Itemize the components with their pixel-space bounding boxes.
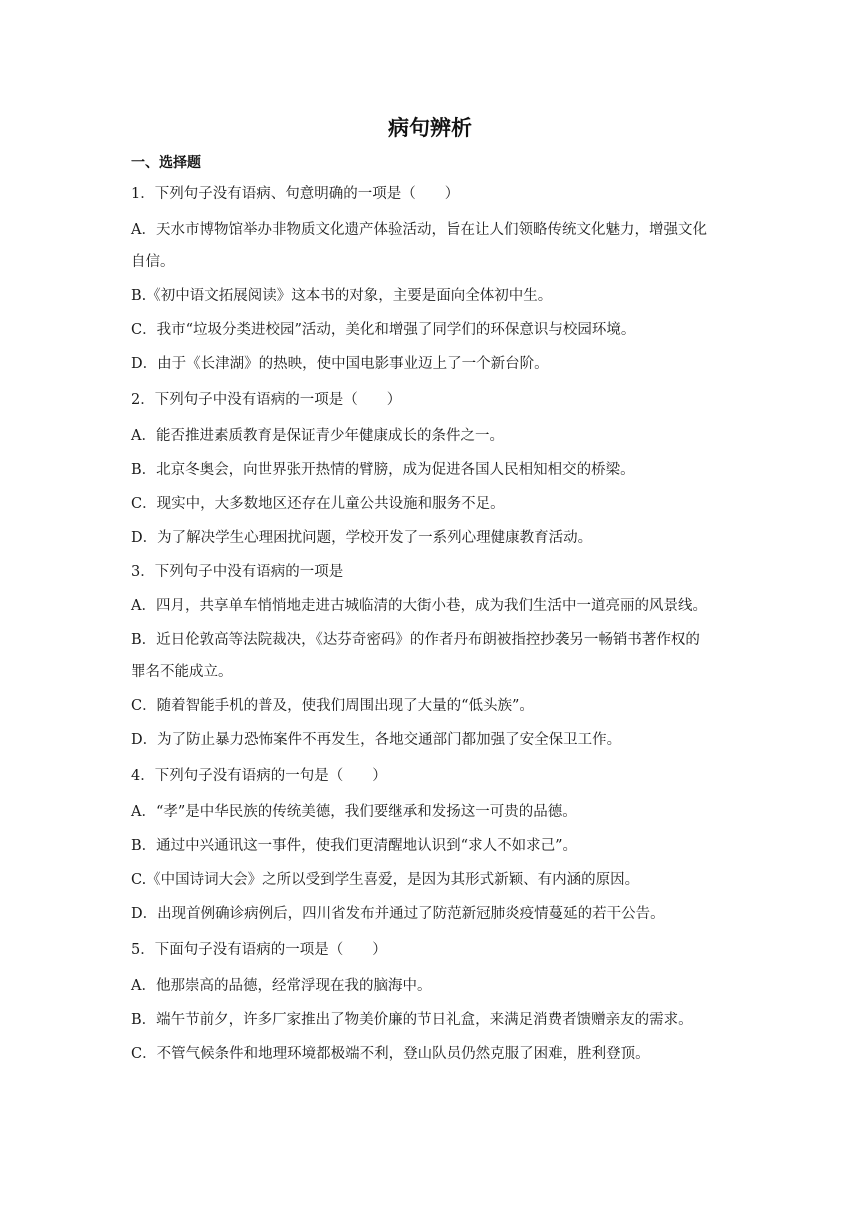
option-c: C．我市“垃圾分类进校园”活动，美化和增强了同学们的环保意识与校园环境。: [131, 322, 636, 338]
option-d: D．由于《长津湖》的热映，使中国电影事业迈上了一个新台阶。: [131, 356, 549, 372]
option-d: D．出现首例确诊病例后，四川省发布并通过了防范新冠肺炎疫情蔓延的若干公告。: [131, 906, 665, 922]
question-4: [131, 768, 736, 923]
option-a: A．四月，共享单车悄悄地走进古城临清的大街小巷，成为我们生活中一道亮丽的风景线。: [131, 598, 707, 614]
option-d: D．为了解决学生心理困扰问题，学校开发了一系列心理健康教育活动。: [131, 530, 593, 546]
option-a: A．“孝”是中华民族的传统美德，我们要继承和发扬这一可贵的品德。: [131, 804, 577, 820]
option-b: B．通过中兴通讯这一事件，使我们更清醒地认识到“求人不如求己”。: [131, 838, 577, 854]
section-heading: 一、选择题: [131, 155, 201, 171]
option-c: C．随着智能手机的普及，使我们周围出现了大量的“低头族”。: [131, 698, 534, 714]
option-b: B．北京冬奥会，向世界张开热情的臂膀，成为促进各国人民相知相交的桥梁。: [131, 462, 635, 478]
option-a-continued: 自信。: [131, 254, 175, 270]
option-c: C.《中国诗词大会》之所以受到学生喜爱，是因为其形式新颖、有内涵的原因。: [131, 872, 640, 888]
option-b: B.《初中语文拓展阅读》这本书的对象，主要是面向全体初中生。: [131, 288, 553, 304]
question-5: [131, 942, 736, 1063]
option-a: A．能否推进素质教育是保证青少年健康成长的条件之一。: [131, 428, 504, 444]
page-title: 病句辨析: [388, 116, 472, 140]
option-c: C．不管气候条件和地理环境都极端不利，登山队员仍然克服了困难，胜利登顶。: [131, 1046, 650, 1062]
option-d: D．为了防止暴力恐怖案件不再发生，各地交通部门都加强了安全保卫工作。: [131, 732, 622, 748]
question-stem: 5．下面句子没有语病的一项是（ ）: [131, 942, 387, 958]
question-stem: 4．下列句子没有语病的一句是（ ）: [131, 768, 387, 784]
option-b: B．端午节前夕，许多厂家推出了物美价廉的节日礼盒，来满足消费者馈赠亲友的需求。: [131, 1012, 693, 1028]
question-stem: 2．下列句子中没有语病的一项是（ ）: [131, 392, 402, 408]
option-a: A．他那崇高的品德，经常浮现在我的脑海中。: [131, 978, 432, 994]
option-b-continued: 罪名不能成立。: [131, 664, 233, 680]
question-stem: 3．下列句子中没有语病的一项是: [131, 564, 344, 580]
question-2: [131, 392, 736, 547]
option-c: C．现实中，大多数地区还存在儿童公共设施和服务不足。: [131, 496, 505, 512]
question-3: [131, 564, 736, 749]
option-a: A．天水市博物馆举办非物质文化遗产体验活动，旨在让人们领略传统文化魅力，增强文化: [131, 222, 707, 238]
question-list: [131, 186, 736, 1080]
option-b: B．近日伦敦高等法院裁决，《达芬奇密码》的作者丹布朗被指控抄袭另一畅销书著作权的: [131, 632, 700, 648]
question-1: [131, 186, 736, 373]
question-stem: 1．下列句子没有语病、句意明确的一项是（ ）: [131, 186, 460, 202]
